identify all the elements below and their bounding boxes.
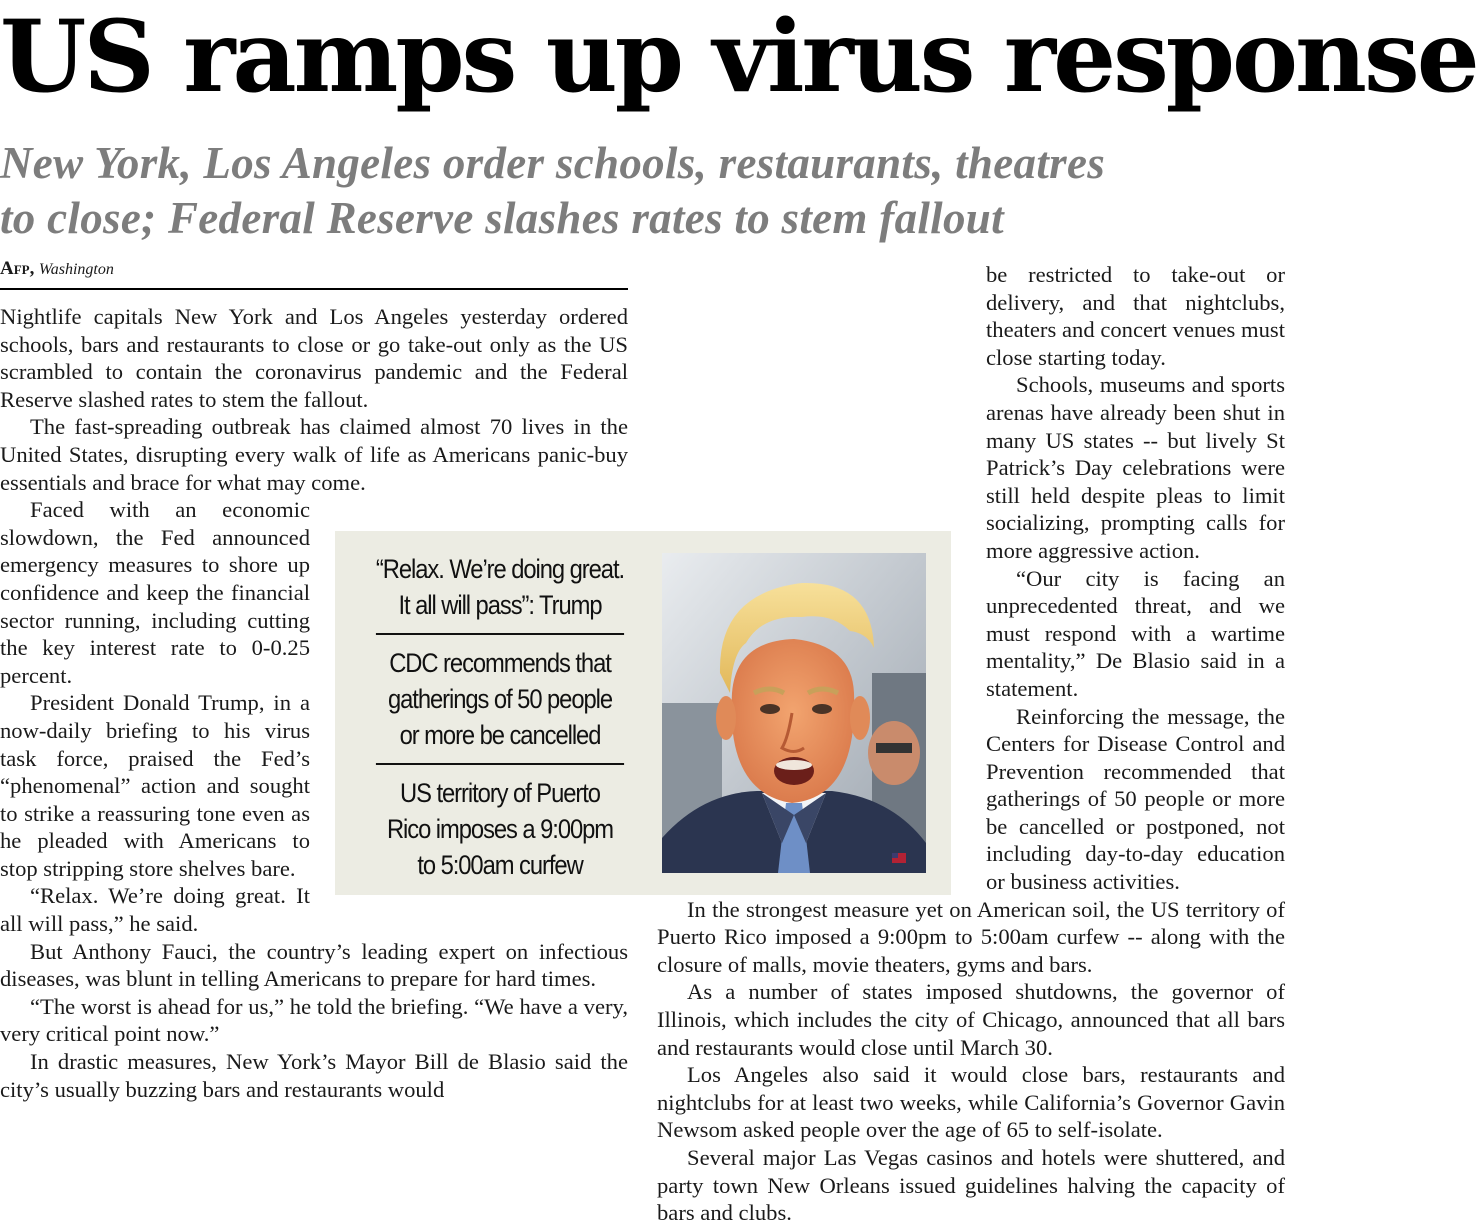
subheadline (0, 136, 1286, 246)
portrait-photo (662, 553, 926, 873)
paragraph: In drastic measures, New York’s Mayor Bill de Blasio said the city’s usually buzzing bars and restaurants would (0, 1049, 628, 1102)
byline-place: Washington (38, 261, 114, 278)
paragraph: Several major Las Vegas casinos and hotels were shuttered, and party town New Orleans issued guidelines halving the capacity of bars and clubs. (657, 1145, 1285, 1226)
pull-quote: CDC recommends that gatherings of 50 people or more be cancelled (376, 633, 624, 763)
pull-quote: “Relax. We’re doing great. It all will pass”: Trump (375, 554, 625, 620)
paragraph: Faced with an economic slowdown, the Fed announced emergency measures to shore up confidence and keep the financial sector running, including cutting the key interest rate to 0-0.25 percent. (0, 497, 310, 688)
paragraph: In the strongest measure yet on American soil, the US territory of Puerto Rico imposed a 9:00pm to 5:00am curfew -- along with the closure of malls, movie theaters, gyms and bars. (657, 896, 1285, 977)
portrait-illustration (662, 553, 926, 873)
paragraph: be restricted to take-out or delivery, and that nightclubs, theaters and concert venues must close starting today. (986, 262, 1285, 370)
subhead-line-2: to close; Federal Reserve slashes rates to stem fallout (0, 193, 1004, 243)
paragraph: Nightlife capitals New York and Los Angeles yesterday ordered schools, bars and restaurants to close or go take-out only as the US scrambled to contain the coronavirus pandemic and the Federal Reserve slashed rates to stem the fallout. (0, 304, 628, 412)
pull-quote: US territory of Puerto Rico imposes a 9:00pm to 5:00am curfew (376, 763, 624, 893)
pull-quotes (359, 549, 641, 893)
paragraph: Schools, museums and sports arenas have already been shut in many US states -- but lively St Patrick’s Day celebrations were still held despite pleas to limit socializing, prompting calls for more aggressive action. (986, 372, 1285, 563)
headline: US ramps up virus response (0, 0, 1477, 115)
paragraph: President Donald Trump, in a now-daily briefing to his virus task force, praised the Fed’s “phenomenal” action and sought to strike a reassuring tone even as he pleaded with Americans to stop stripping store shelves bare. (0, 690, 310, 881)
paragraph: Reinforcing the message, the Centers for Disease Control and Prevention recommended that gatherings of 50 people or more be cancelled or postponed, not including day-to-day education or business activities. (986, 703, 1285, 895)
paragraph: As a number of states imposed shutdowns, the governor of Illinois, which includes the city of Chicago, announced that all bars and restaurants would close until March 30. (657, 979, 1285, 1060)
byline (0, 256, 628, 290)
paragraph: But Anthony Fauci, the country’s leading expert on infectious diseases, was blunt in telling Americans to prepare for hard times. (0, 938, 628, 992)
byline-source: Afp, (0, 258, 35, 279)
paragraph: “Relax. We’re doing great. It all will pass,” he said. (0, 883, 310, 937)
paragraph: Los Angeles also said it would close bars, restaurants and nightclubs for at least two weeks, while California’s Governor Gavin Newsom asked people over the age of 65 to self-isolate. (657, 1062, 1285, 1143)
paragraph: “Our city is facing an unprecedented threat, and we must respond with a wartime mentality,” De Blasio said in a statement. (986, 565, 1285, 701)
subhead-line-1: New York, Los Angeles order schools, restaurants, theatres (0, 138, 1106, 188)
paragraph: The fast-spreading outbreak has claimed almost 70 lives in the United States, disrupting every walk of life as Americans panic-buy essentials and brace for what may come. (0, 414, 628, 495)
sidebar-box (335, 531, 951, 895)
paragraph: “The worst is ahead for us,” he told the briefing. “We have a very, very critical point now.” (0, 993, 628, 1047)
